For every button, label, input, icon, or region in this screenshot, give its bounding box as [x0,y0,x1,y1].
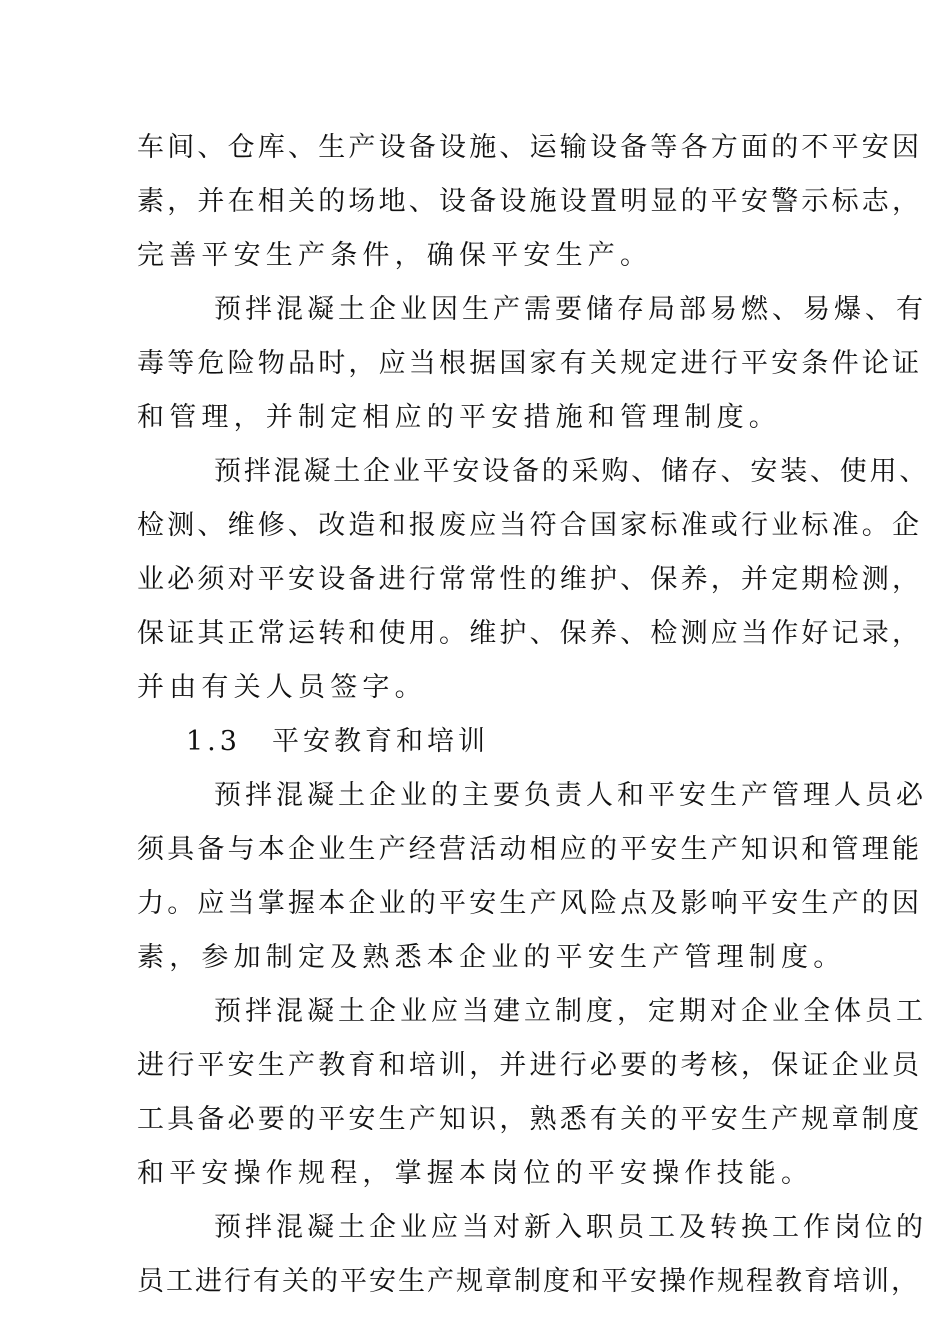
text-line: 和平安操作规程，掌握本岗位的平安操作技能。 [137,1158,814,1189]
paragraph-first-line: 预拌混凝土企业应当建立制度，定期对企业全体员工 [214,996,927,1027]
text-line: 检测、维修、改造和报废应当符合国家标准或行业标准。企 [137,510,923,541]
paragraph-first-line: 预拌混凝土企业因生产需要储存局部易燃、易爆、有 [214,294,927,325]
text-line: 车间、仓库、生产设备设施、运输设备等各方面的不平安因 [137,132,923,163]
text-line: 并由有关人员签字。 [137,672,427,703]
text-line: 素，并在相关的场地、设备设施设置明显的平安警示标志， [137,186,923,217]
paragraph-first-line: 预拌混凝土企业平安设备的采购、储存、安装、使用、 [214,456,930,487]
text-line: 员工进行有关的平安生产规章制度和平安操作规程教育培训， [137,1266,920,1297]
text-line: 完善平安生产条件，确保平安生产。 [137,240,653,271]
paragraph-first-line: 预拌混凝土企业应当对新入职员工及转换工作岗位的 [214,1212,927,1243]
text-line: 毒等危险物品时，应当根据国家有关规定进行平安条件论证 [137,348,923,379]
text-line: 力。应当掌握本企业的平安生产风险点及影响平安生产的因 [137,888,923,919]
text-line: 素，参加制定及熟悉本企业的平安生产管理制度。 [137,942,846,973]
text-line: 和管理，并制定相应的平安措施和管理制度。 [137,402,781,433]
text-line: 须具备与本企业生产经营活动相应的平安生产知识和管理能 [137,834,923,865]
text-line: 业必须对平安设备进行常常性的维护、保养，并定期检测， [137,564,923,595]
section-heading: 1.3 平安教育和培训 [186,726,489,757]
text-line: 工具备必要的平安生产知识，熟悉有关的平安生产规章制度 [137,1104,923,1135]
paragraph-first-line: 预拌混凝土企业的主要负责人和平安生产管理人员必 [214,780,927,811]
text-line: 进行平安生产教育和培训，并进行必要的考核，保证企业员 [137,1050,923,1081]
text-line: 保证其正常运转和使用。维护、保养、检测应当作好记录， [137,618,923,649]
